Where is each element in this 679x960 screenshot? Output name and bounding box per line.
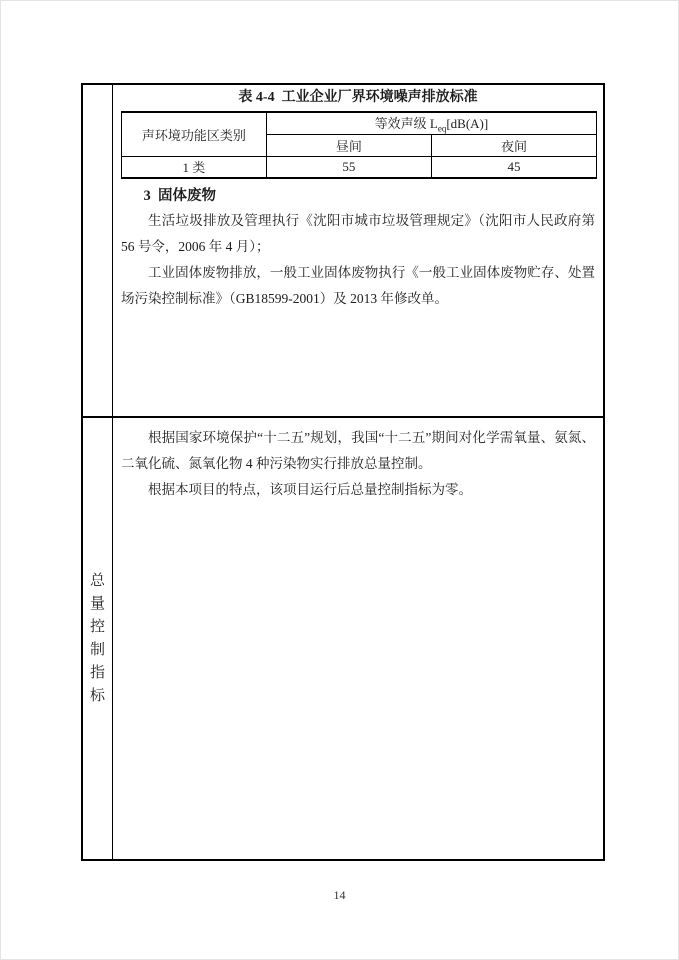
cell-day-value: 55 bbox=[266, 156, 431, 178]
col-header-leq bbox=[266, 112, 596, 134]
standards-section bbox=[113, 85, 603, 418]
leq-suffix: [dB(A)] bbox=[446, 116, 489, 131]
total-control-paragraph-1: 根据国家环境保护“十二五”规划，我国“十二五”期间对化学需氧量、氨氮、二氧化硫、氮氧化物 4 种污染物实行排放总量控制。 bbox=[121, 430, 595, 471]
col-header-day: 昼间 bbox=[266, 134, 431, 156]
row-label-cell-empty bbox=[83, 85, 113, 418]
col-header-category: 声环境功能区类别 bbox=[122, 112, 267, 156]
total-control-paragraph-2: 根据本项目的特点，该项目运行后总量控制指标为零。 bbox=[148, 482, 472, 497]
leq-subscript: eq bbox=[437, 123, 447, 134]
total-control-row-label: 总量控制指标 bbox=[89, 572, 105, 704]
cell-category: 1 类 bbox=[122, 156, 267, 178]
table-row bbox=[122, 156, 597, 178]
row-label-cell-total-control bbox=[83, 418, 113, 859]
cell-night-value: 45 bbox=[431, 156, 596, 178]
table-header-row-1 bbox=[122, 112, 597, 134]
noise-table-title: 表 4-4 工业企业厂界环境噪声排放标准 bbox=[238, 90, 478, 105]
col-header-night: 夜间 bbox=[431, 134, 596, 156]
form-table-frame bbox=[81, 83, 605, 861]
total-control-section bbox=[113, 418, 603, 859]
solid-waste-heading: 3 固体废物 bbox=[143, 188, 216, 205]
noise-standards-table bbox=[121, 111, 597, 179]
leq-prefix: 等效声级 L bbox=[374, 116, 438, 131]
page-number: 14 bbox=[333, 888, 346, 902]
solid-waste-paragraph-1: 生活垃圾排放及管理执行《沈阳市城市垃圾管理规定》（沈阳市人民政府第 56 号令，2006 年 4 月）； bbox=[121, 213, 595, 255]
solid-waste-paragraph-2: 工业固体废物排放，一般工业固体废物执行《一般工业固体废物贮存、处置场污染控制标准》（GB18599-2001）及 2013 年修改单。 bbox=[121, 265, 595, 307]
